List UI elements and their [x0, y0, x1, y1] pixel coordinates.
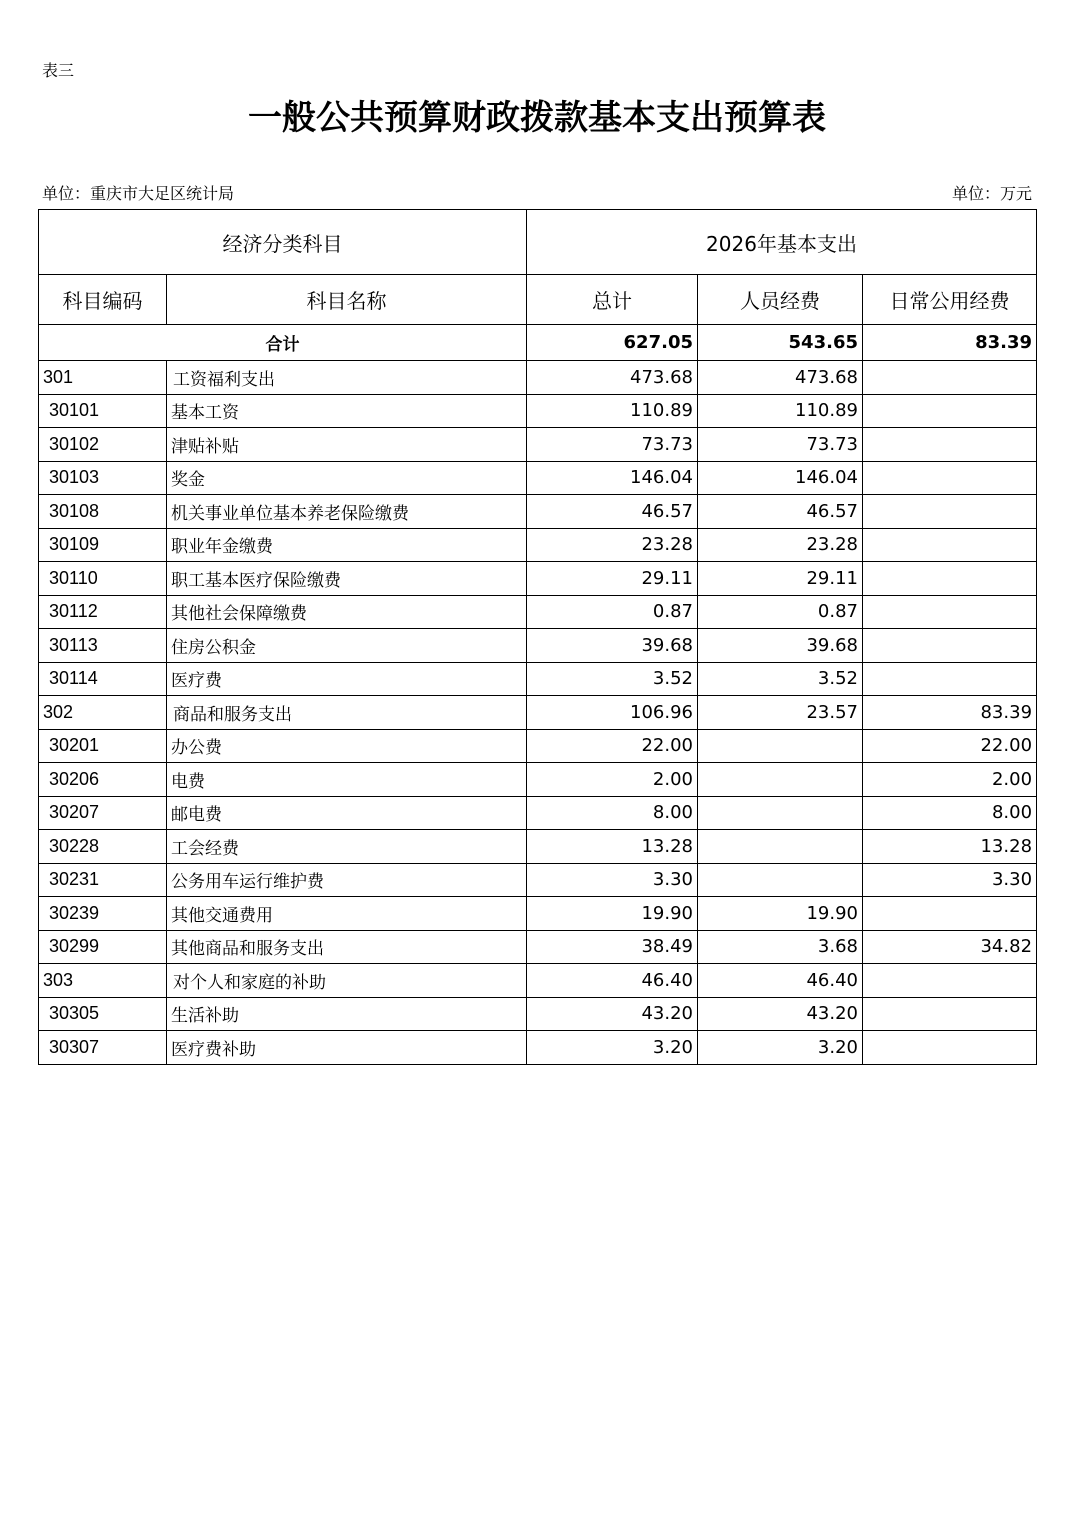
row-public: 2.00	[863, 763, 1037, 797]
row-total: 29.11	[527, 562, 698, 596]
row-personnel	[698, 796, 863, 830]
row-public: 34.82	[863, 930, 1037, 964]
row-name: 邮电费	[167, 796, 527, 830]
row-personnel: 46.40	[698, 964, 863, 998]
row-personnel: 39.68	[698, 629, 863, 663]
row-code: 30110	[39, 562, 167, 596]
row-name: 办公费	[167, 729, 527, 763]
row-total: 13.28	[527, 830, 698, 864]
table-row	[39, 428, 1037, 462]
total-personnel: 543.65	[698, 325, 863, 361]
table-row	[39, 964, 1037, 998]
row-personnel	[698, 830, 863, 864]
row-total: 0.87	[527, 595, 698, 629]
row-code: 302	[39, 696, 167, 730]
table-row	[39, 729, 1037, 763]
row-code: 30307	[39, 1031, 167, 1065]
row-public	[863, 997, 1037, 1031]
row-public	[863, 495, 1037, 529]
table-row	[39, 763, 1037, 797]
row-public	[863, 595, 1037, 629]
row-public	[863, 1031, 1037, 1065]
row-personnel: 43.20	[698, 997, 863, 1031]
row-name: 医疗费	[167, 662, 527, 696]
table-row	[39, 562, 1037, 596]
table-row	[39, 595, 1037, 629]
row-total: 39.68	[527, 629, 698, 663]
row-code: 30207	[39, 796, 167, 830]
row-total: 3.52	[527, 662, 698, 696]
row-personnel: 110.89	[698, 394, 863, 428]
row-code: 30113	[39, 629, 167, 663]
row-name: 电费	[167, 763, 527, 797]
row-personnel: 29.11	[698, 562, 863, 596]
row-name: 其他商品和服务支出	[167, 930, 527, 964]
budget-table	[38, 209, 1037, 1065]
table-row	[39, 897, 1037, 931]
table-row	[39, 528, 1037, 562]
total-row	[39, 325, 1037, 361]
total-public: 83.39	[863, 325, 1037, 361]
table-row	[39, 997, 1037, 1031]
table-row	[39, 361, 1037, 395]
row-name: 基本工资	[167, 394, 527, 428]
header-row-top	[39, 210, 1037, 275]
row-personnel	[698, 863, 863, 897]
table-number-label: 表三	[42, 61, 75, 80]
row-public: 22.00	[863, 729, 1037, 763]
row-name: 职业年金缴费	[167, 528, 527, 562]
total-label: 合计	[39, 325, 527, 361]
row-total: 38.49	[527, 930, 698, 964]
row-public	[863, 394, 1037, 428]
row-code: 30206	[39, 763, 167, 797]
row-name: 机关事业单位基本养老保险缴费	[167, 495, 527, 529]
row-public	[863, 428, 1037, 462]
row-code: 30201	[39, 729, 167, 763]
header-row-columns	[39, 275, 1037, 325]
row-total: 46.57	[527, 495, 698, 529]
table-row	[39, 629, 1037, 663]
row-name: 其他交通费用	[167, 897, 527, 931]
row-code: 30239	[39, 897, 167, 931]
table-row	[39, 796, 1037, 830]
row-code: 30109	[39, 528, 167, 562]
row-total: 19.90	[527, 897, 698, 931]
row-name: 医疗费补助	[167, 1031, 527, 1065]
table-row	[39, 1031, 1037, 1065]
row-personnel: 473.68	[698, 361, 863, 395]
row-total: 22.00	[527, 729, 698, 763]
row-public	[863, 662, 1037, 696]
row-personnel: 3.68	[698, 930, 863, 964]
row-total: 2.00	[527, 763, 698, 797]
row-total: 473.68	[527, 361, 698, 395]
header-econ-class: 经济分类科目	[39, 210, 527, 275]
row-public: 13.28	[863, 830, 1037, 864]
header-total: 总计	[527, 275, 698, 325]
row-total: 73.73	[527, 428, 698, 462]
table-row	[39, 696, 1037, 730]
row-personnel: 23.57	[698, 696, 863, 730]
page-title: 一般公共预算财政拨款基本支出预算表	[248, 98, 826, 138]
row-personnel: 73.73	[698, 428, 863, 462]
row-public	[863, 361, 1037, 395]
row-personnel: 23.28	[698, 528, 863, 562]
total-sum: 627.05	[527, 325, 698, 361]
row-personnel: 0.87	[698, 595, 863, 629]
table-row	[39, 662, 1037, 696]
header-year-basic: 2026年基本支出	[527, 210, 1037, 275]
row-name: 商品和服务支出	[167, 696, 527, 730]
row-code: 30299	[39, 930, 167, 964]
row-total: 43.20	[527, 997, 698, 1031]
row-total: 3.30	[527, 863, 698, 897]
row-code: 30228	[39, 830, 167, 864]
row-public	[863, 562, 1037, 596]
row-name: 对个人和家庭的补助	[167, 964, 527, 998]
row-name: 住房公积金	[167, 629, 527, 663]
row-personnel: 19.90	[698, 897, 863, 931]
header-personnel: 人员经费	[698, 275, 863, 325]
row-name: 津贴补贴	[167, 428, 527, 462]
row-code: 30305	[39, 997, 167, 1031]
row-public: 8.00	[863, 796, 1037, 830]
table-row	[39, 495, 1037, 529]
table-row	[39, 394, 1037, 428]
row-personnel: 3.52	[698, 662, 863, 696]
row-code: 30112	[39, 595, 167, 629]
row-personnel: 46.57	[698, 495, 863, 529]
header-code: 科目编码	[39, 275, 167, 325]
header-public: 日常公用经费	[863, 275, 1037, 325]
row-total: 106.96	[527, 696, 698, 730]
row-total: 46.40	[527, 964, 698, 998]
row-public	[863, 461, 1037, 495]
row-public	[863, 629, 1037, 663]
row-total: 23.28	[527, 528, 698, 562]
row-public	[863, 897, 1037, 931]
row-total: 3.20	[527, 1031, 698, 1065]
row-code: 30103	[39, 461, 167, 495]
row-personnel	[698, 763, 863, 797]
row-code: 301	[39, 361, 167, 395]
row-name: 工会经费	[167, 830, 527, 864]
row-public: 83.39	[863, 696, 1037, 730]
row-name: 其他社会保障缴费	[167, 595, 527, 629]
row-total: 110.89	[527, 394, 698, 428]
row-code: 30114	[39, 662, 167, 696]
row-name: 生活补助	[167, 997, 527, 1031]
budget-table-body	[39, 210, 1037, 1065]
row-total: 8.00	[527, 796, 698, 830]
row-name: 工资福利支出	[167, 361, 527, 395]
row-code: 30102	[39, 428, 167, 462]
row-name: 公务用车运行维护费	[167, 863, 527, 897]
money-unit: 单位：万元	[951, 184, 1032, 203]
row-public	[863, 528, 1037, 562]
table-row	[39, 863, 1037, 897]
header-name: 科目名称	[167, 275, 527, 325]
table-row	[39, 830, 1037, 864]
row-personnel: 3.20	[698, 1031, 863, 1065]
table-row	[39, 461, 1037, 495]
row-public	[863, 964, 1037, 998]
row-personnel: 146.04	[698, 461, 863, 495]
row-total: 146.04	[527, 461, 698, 495]
row-personnel	[698, 729, 863, 763]
row-name: 奖金	[167, 461, 527, 495]
row-code: 303	[39, 964, 167, 998]
row-name: 职工基本医疗保险缴费	[167, 562, 527, 596]
row-public: 3.30	[863, 863, 1037, 897]
table-row	[39, 930, 1037, 964]
row-code: 30108	[39, 495, 167, 529]
organization-unit: 单位：重庆市大足区统计局	[42, 184, 235, 203]
row-code: 30101	[39, 394, 167, 428]
row-code: 30231	[39, 863, 167, 897]
